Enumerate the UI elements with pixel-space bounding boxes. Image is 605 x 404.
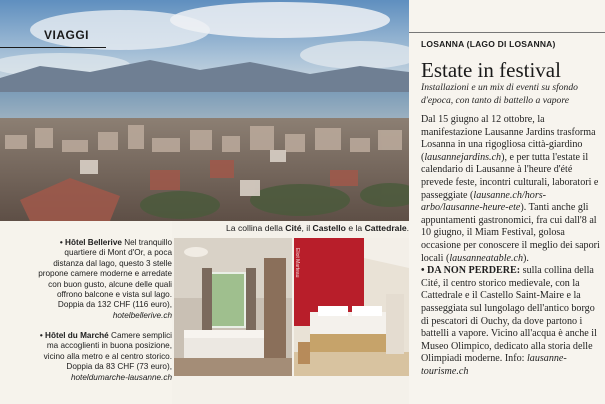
caption-bold: Castello (312, 223, 346, 233)
room-photo-bellerive (174, 238, 292, 376)
hotel-text: Nel tranquillo quartiere di Mont d'Or, a poca distanza dal lago, questo 3 stelle propone camere moderne e arredate con buon gusto, alcune delle quali offrono balcone e vista sul lago. Doppia da 132 CHF (116 euro), (38, 238, 172, 310)
body-text: ). (523, 252, 529, 264)
body-paragraph-1 (421, 114, 605, 265)
hotel-link[interactable]: hoteldumarche-lausanne.ch (70, 372, 172, 382)
hotels-box (0, 221, 172, 404)
da-non-perdere-label: • DA NON PERDERE: (421, 265, 521, 277)
body-text: sulla collina della Cité, il centro storico medievale, con la Cattedrale e il Castello Saint-Maire e la passeggiata sul lungolago dell'antico borgo di pescatori di Ouchy, da dove partono i battelli a vapore. Vicino all'acqua è anche il Museo Olimpico, dedicato alla storia delle Olimpiadi moderne. Info: (421, 265, 597, 365)
hotel-du-marche (36, 331, 172, 383)
kicker-rule (409, 32, 605, 33)
link-lausanne-tourisme[interactable]: lausanne-tourisme.ch (421, 353, 567, 377)
body-paragraph-2 (421, 265, 605, 378)
article-body (421, 114, 605, 378)
hotel-text: Camere semplici ma accoglienti in buona posizione, vicino alla metro e al centro storico. Doppia da 83 CHF (73 euro), (43, 331, 172, 372)
body-text: Dal 15 giugno al 12 ottobre, la manifestazione Lausanne Jardins trasforma Losanna in una rigogliosa città-giardino ( (421, 114, 596, 163)
hotel-name: • Hôtel Bellerive (59, 238, 122, 247)
kicker: LOSANNA (LAGO DI LOSANNA) (421, 39, 556, 49)
caption-text: La collina della (226, 223, 286, 233)
caption-text: . (406, 223, 409, 233)
headline: Estate in festival (421, 58, 561, 82)
caption-bold: Cité (285, 223, 302, 233)
section-rule (0, 47, 106, 48)
hotel-name: • Hôtel du Marché (39, 331, 109, 340)
hotel-link[interactable]: hotelbellerive.ch (112, 310, 172, 320)
room-photo-du-marche (294, 238, 409, 376)
caption-text: e la (345, 223, 365, 233)
body-text: ), e per tutta l'estate il calendario di Lausanne à l'heure d'été prevede feste, incontri culturali, laboratori e passeggiate ( (421, 151, 599, 201)
body-text: ). Tanti anche gli appuntamenti gastronomici, fra cui dall'8 al 10 giugno, il Miam Festival, golosa occasione per conoscere il meglio dei sapori locali ( (421, 202, 600, 264)
photo-credit: Eliot Marteau (294, 248, 300, 278)
photo-caption (174, 223, 409, 237)
link-lausanne-heure-ete[interactable]: lausanne.ch/hors-arbo/lausanne-heure-ete (421, 189, 547, 214)
section-tag: VIAGGI (44, 28, 90, 42)
article-column (406, 0, 605, 404)
standfirst: Installazioni e un mix di eventi su sfondo d'epoca, con tanto di battello a vapore (421, 82, 578, 106)
caption-text: , il (301, 223, 313, 233)
link-lausannejardins[interactable]: lausannejardins.ch (424, 151, 502, 163)
caption-bold: Cattedrale (364, 223, 407, 233)
hotel-bellerive (36, 238, 172, 321)
link-lausanneatable[interactable]: lausanneatable.ch (449, 252, 524, 264)
